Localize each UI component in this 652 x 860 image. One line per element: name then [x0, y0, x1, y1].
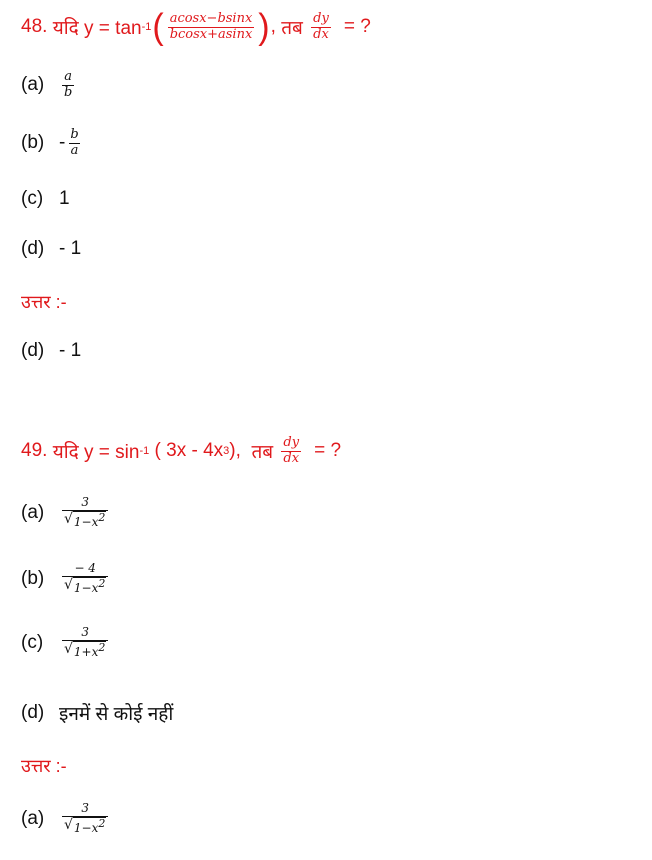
option-fraction: $\frac{b}{a}$: [70, 127, 79, 158]
option-fraction: 3 √ $1+x^2$: [62, 626, 108, 660]
equals-question: = ?: [343, 16, 371, 37]
question-prefix: यदि y = tan: [52, 18, 142, 39]
option-a: (a) $\frac{a}{b}$: [21, 69, 73, 100]
option-c: (c) 3 √ $1+x^2$: [21, 626, 111, 660]
equals-question: = ?: [314, 440, 342, 462]
answer-label: उत्तर :-: [21, 756, 67, 776]
option-fraction: $\frac{a}{b}$: [64, 69, 73, 100]
fraction-denominator: bcosx+asinx: [169, 26, 253, 42]
option-d: (d) इनमें से कोई नहीं: [21, 702, 174, 725]
question-number: 49.: [21, 440, 48, 462]
tab-word: तब: [281, 18, 303, 39]
option-d: (d) - 1: [21, 238, 82, 259]
answer-49: (a) 3 √ $1-x^2$: [21, 802, 111, 836]
option-b: (b) − 4 √ $1-x^2$: [21, 562, 111, 596]
fraction-numerator: acosx−bsinx: [169, 10, 253, 26]
derivative-fraction: $\frac{dy}{dx}$: [313, 10, 329, 42]
question-48: 48. यदि y = tan -1 ( $\frac{acosx-bsinx}{bcosx+asinx}$ ) , तब $\frac{dy}{dx}$ = ?: [21, 7, 371, 47]
option-b: (b) - $\frac{b}{a}$: [21, 127, 79, 158]
option-fraction: 3 √ $1-x^2$: [62, 496, 108, 530]
tab-word: तब: [251, 442, 274, 464]
option-a: (a) 3 √ $1-x^2$: [21, 496, 111, 530]
option-c: (c) 1: [21, 188, 70, 209]
question-prefix: यदि y = sin: [52, 442, 140, 464]
answer-48: (d) - 1: [21, 340, 82, 361]
derivative-fraction: $\frac{dy}{dx}$: [283, 435, 300, 466]
question-49: 49. यदि y = sin -1 ( 3x - 4x 3 ), तब $\frac{dy}{dx}$ = ?: [21, 435, 342, 466]
question-number: 48.: [21, 16, 48, 37]
answer-label: उत्तर :-: [21, 292, 67, 312]
option-fraction: − 4 √ $1-x^2$: [62, 562, 108, 596]
argument-fraction: [168, 12, 255, 43]
inverse-superscript: -1: [141, 21, 152, 33]
option-fraction: 3 √ $1-x^2$: [62, 802, 108, 836]
argument: ( 3x - 4x: [154, 440, 224, 462]
